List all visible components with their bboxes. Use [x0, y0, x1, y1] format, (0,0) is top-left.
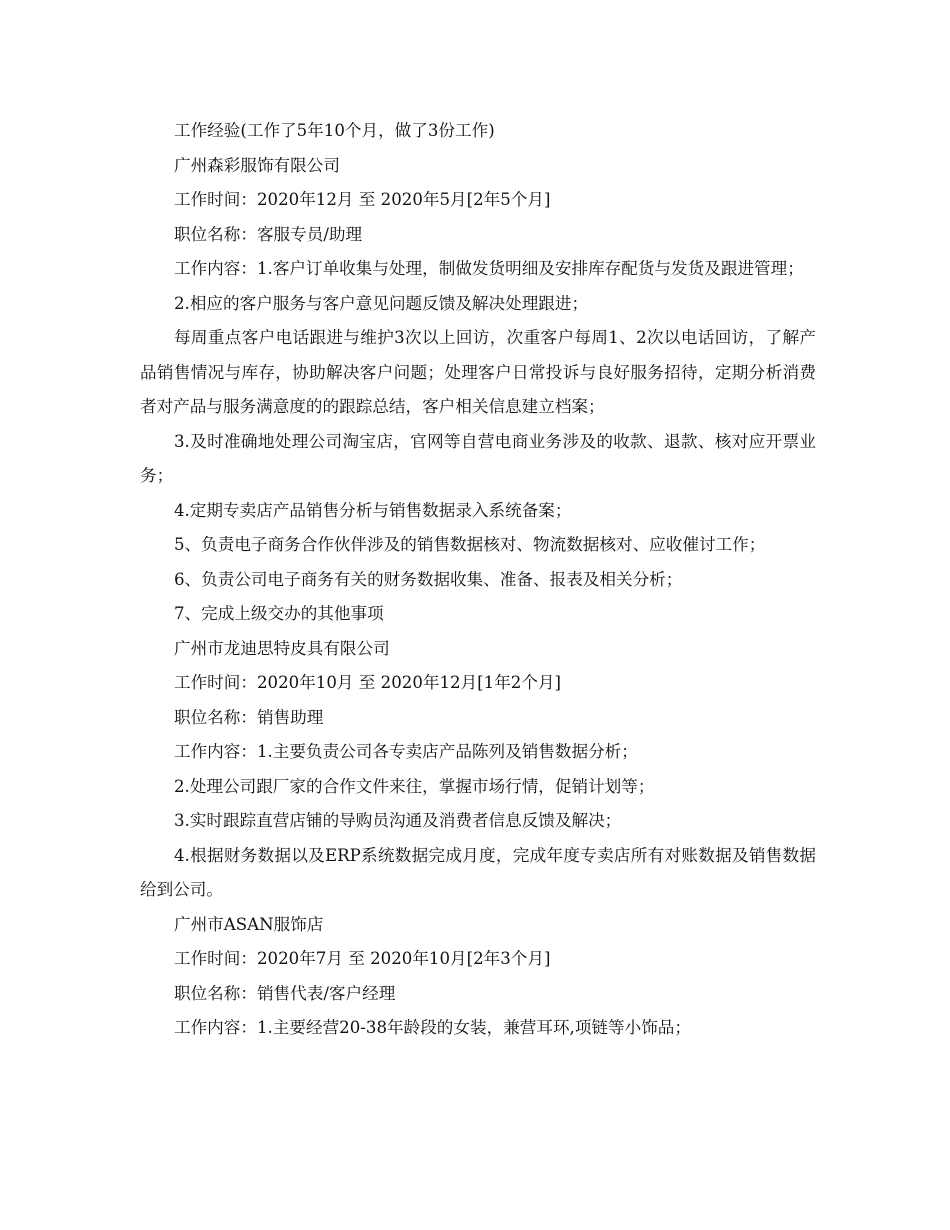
job-duty: 每周重点客户电话跟进与维护3次以上回访，次重客户每周1、2次以电话回访，了解产品销售情况与库存，协助解决客户问题；处理客户日常投诉与良好服务招待，定期分析消费者对产品与服务满意度的的跟踪总结，客户相关信息建立档案； — [140, 328, 816, 416]
job-duty: 工作内容：1.主要负责公司各专卖店产品陈列及销售数据分析； — [174, 742, 638, 761]
job-duty: 工作内容：1.主要经营20-38年龄段的女装，兼营耳环,项链等小饰品； — [174, 1018, 691, 1037]
work-period: 工作时间：2020年7月 至 2020年10月[2年3个月] — [174, 949, 551, 968]
job-duty: 6、负责公司电子商务有关的财务数据收集、准备、报表及相关分析； — [174, 569, 683, 589]
job-duty: 3.及时准确地处理公司淘宝店，官网等自营电商业务涉及的收款、退款、核对应开票业务； — [140, 431, 816, 485]
work-period: 工作时间：2020年10月 至 2020年12月[1年2个月] — [174, 673, 562, 692]
job-duty: 3.实时跟踪直营店铺的导购员沟通及消费者信息反馈及解决； — [174, 811, 622, 830]
job-duty: 4.定期专卖店产品销售分析与销售数据录入系统备案； — [174, 500, 572, 520]
job-title: 职位名称：销售代表/客户经理 — [174, 983, 396, 1003]
job-duty: 5、负责电子商务合作伙伴涉及的销售数据核对、物流数据核对、应收催讨工作； — [174, 535, 766, 554]
job-duty: 7、完成上级交办的其他事项 — [174, 604, 384, 623]
job-title: 职位名称：销售助理 — [174, 707, 324, 727]
job-duty: 2.相应的客户服务与客户意见问题反馈及解决处理跟进； — [174, 293, 589, 313]
job-duty: 2.处理公司跟厂家的合作文件来往，掌握市场行情，促销计划等； — [174, 776, 655, 796]
job-title: 职位名称：客服专员/助理 — [174, 224, 363, 244]
section-heading-work-experience: 工作经验(工作了5年10个月，做了3份工作) — [174, 121, 495, 140]
work-period: 工作时间：2020年12月 至 2020年5月[2年5个月] — [174, 190, 551, 209]
company-name: 广州森彩服饰有限公司 — [174, 155, 340, 175]
job-duty: 4.根据财务数据以及ERP系统数据完成月度，完成年度专卖店所有对账数据及销售数据给到公司。 — [140, 845, 816, 899]
company-name: 广州市ASAN服饰店 — [174, 914, 324, 934]
document-body — [140, 114, 816, 1046]
job-duty: 工作内容：1.客户订单收集与处理，制做发货明细及安排库存配货与发货及跟进管理； — [174, 259, 804, 278]
company-name: 广州市龙迪思特皮具有限公司 — [174, 638, 390, 658]
